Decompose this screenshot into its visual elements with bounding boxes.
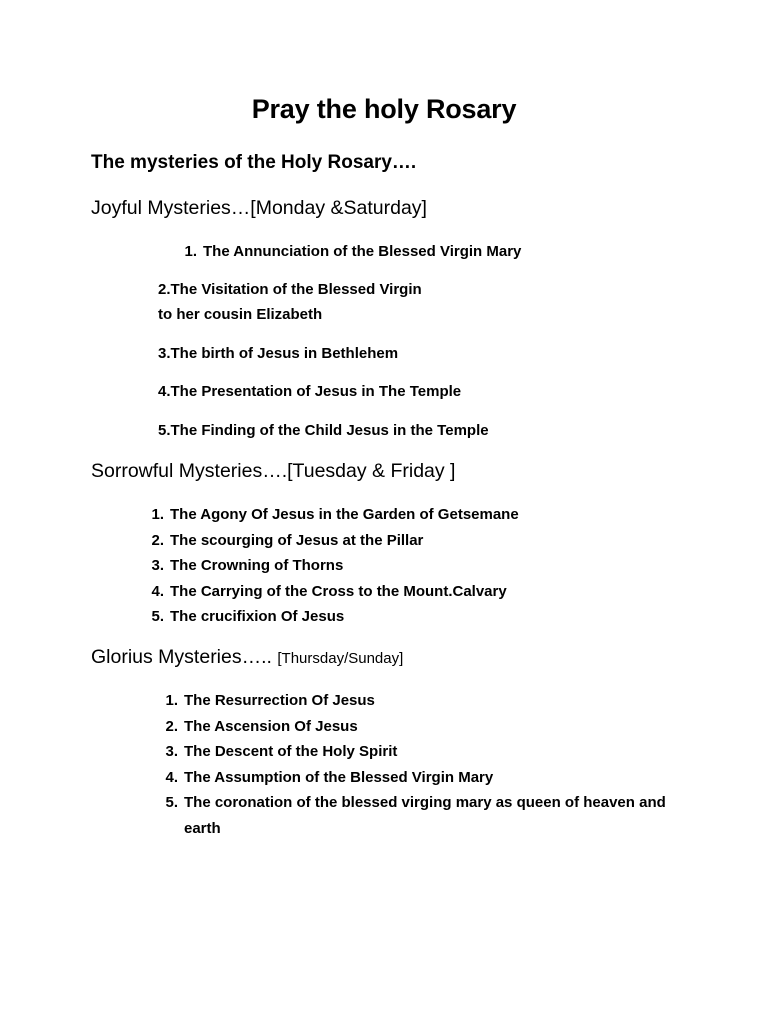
list-item-text: The Ascension Of Jesus	[184, 717, 358, 735]
joyful-item-5: 5.The Finding of the Child Jesus in the Temple	[158, 422, 489, 439]
list-item	[165, 765, 684, 791]
joyful-item-2-line-2: to her cousin Elizabeth	[158, 306, 323, 323]
list-item-number: 2.	[165, 717, 178, 735]
list-item-number: 4.	[165, 768, 178, 786]
list-item-text: The scourging of Jesus at the Pillar	[170, 531, 424, 549]
joyful-heading: Joyful Mysteries…[Monday &Saturday]	[91, 197, 427, 219]
list-item-number: 1.	[184, 243, 197, 260]
list-item	[151, 604, 519, 630]
subtitle: The mysteries of the Holy Rosary….	[91, 152, 417, 173]
list-item-number: 3.	[151, 557, 164, 574]
list-item-text: The Carrying of the Cross to the Mount.Calvary	[170, 582, 507, 600]
glorious-heading-days: [Thursday/Sunday]	[277, 650, 404, 667]
list-item-text: The Resurrection Of Jesus	[184, 692, 375, 709]
list-item	[151, 528, 519, 554]
list-item-number: 2.	[151, 531, 164, 549]
joyful-item-3: 3.The birth of Jesus in Bethlehem	[158, 345, 399, 362]
list-item	[165, 739, 684, 765]
list-item-text: The Assumption of the Blessed Virgin Mary	[184, 768, 494, 786]
list-item-number: 3.	[165, 743, 178, 760]
joyful-item-2-line-1: 2.The Visitation of the Blessed Virgin	[158, 281, 422, 298]
list-item-number: 5.	[151, 608, 164, 625]
joyful-list-first	[184, 239, 522, 265]
list-item	[165, 790, 684, 841]
list-item	[151, 502, 519, 528]
list-item	[165, 688, 684, 714]
list-item-text: The Agony Of Jesus in the Garden of Getsemane	[170, 506, 519, 523]
glorious-heading	[91, 646, 403, 669]
glorious-list	[165, 688, 684, 841]
list-item	[184, 239, 522, 265]
list-item-text: The coronation of the blessed virging mary as queen of heaven and earth	[184, 794, 666, 837]
page-title: Pray the holy Rosary	[251, 94, 517, 124]
joyful-item-4: 4.The Presentation of Jesus in The Temple	[158, 383, 462, 400]
glorious-heading-title: Glorius Mysteries…..	[91, 646, 272, 668]
list-item-number: 1.	[165, 692, 178, 709]
list-item	[165, 714, 684, 740]
list-item	[151, 579, 519, 605]
list-item	[151, 553, 519, 579]
sorrowful-list	[151, 502, 519, 630]
list-item-text: The Descent of the Holy Spirit	[184, 743, 398, 760]
list-item-number: 5.	[165, 794, 178, 811]
list-item-text: The Annunciation of the Blessed Virgin Mary	[203, 243, 522, 260]
list-item-text: The crucifixion Of Jesus	[170, 608, 345, 625]
list-item-number: 1.	[151, 506, 164, 523]
list-item-text: The Crowning of Thorns	[170, 557, 344, 574]
list-item-number: 4.	[151, 582, 164, 600]
sorrowful-heading: Sorrowful Mysteries….[Tuesday & Friday ]	[91, 460, 456, 482]
